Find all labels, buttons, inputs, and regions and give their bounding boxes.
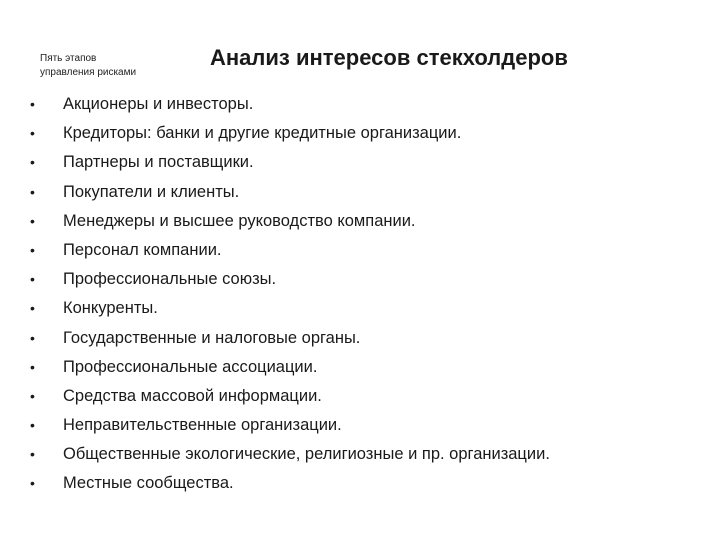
list-item-text: Профессиональные ассоциации. bbox=[63, 357, 318, 376]
list-item bbox=[30, 382, 700, 411]
bullet-icon: • bbox=[30, 329, 35, 346]
bullet-icon: • bbox=[30, 300, 35, 317]
bullet-icon: • bbox=[30, 475, 35, 492]
bullet-icon: • bbox=[30, 125, 35, 142]
list-item bbox=[30, 469, 700, 498]
list-item-text: Акционеры и инвесторы. bbox=[63, 95, 254, 113]
list-item-text: Государственные и налоговые органы. bbox=[63, 328, 361, 347]
bullet-icon: • bbox=[30, 96, 35, 112]
list-item-text: Местные сообщества. bbox=[63, 474, 234, 493]
list-item bbox=[30, 294, 700, 323]
list-item-text: Общественные экологические, религиозные и пр. организации. bbox=[63, 445, 550, 464]
list-item-text: Менеджеры и высшее руководство компании. bbox=[63, 211, 416, 230]
list-item-text: Конкуренты. bbox=[63, 299, 158, 318]
list-item bbox=[30, 324, 700, 353]
bullet-icon: • bbox=[30, 212, 35, 229]
bullet-icon: • bbox=[30, 417, 35, 434]
list-item bbox=[30, 178, 700, 207]
section-note-line: Пять этапов bbox=[40, 53, 97, 64]
list-item-text: Средства массовой информации. bbox=[63, 386, 322, 405]
list-item-text: Покупатели и клиенты. bbox=[63, 182, 240, 201]
stakeholder-list bbox=[30, 90, 700, 499]
bullet-icon: • bbox=[30, 271, 35, 288]
list-item bbox=[30, 207, 700, 236]
list-item-text: Кредиторы: банки и другие кредитные организации. bbox=[63, 124, 462, 143]
list-item bbox=[30, 148, 700, 177]
list-item-text: Персонал компании. bbox=[63, 240, 222, 259]
slide-title: Анализ интересов стекхолдеров bbox=[210, 45, 568, 70]
list-item bbox=[30, 90, 700, 119]
list-item-text: Профессиональные союзы. bbox=[63, 270, 277, 289]
bullet-icon: • bbox=[30, 358, 35, 375]
bullet-icon: • bbox=[30, 241, 35, 258]
bullet-icon: • bbox=[30, 446, 35, 463]
section-note bbox=[40, 52, 170, 80]
list-item bbox=[30, 265, 700, 294]
list-item-text: Неправительственные организации. bbox=[63, 416, 342, 435]
list-item bbox=[30, 411, 700, 440]
list-item bbox=[30, 119, 700, 148]
section-note-line: управления рисками bbox=[40, 67, 137, 78]
bullet-icon: • bbox=[30, 183, 35, 200]
list-item bbox=[30, 236, 700, 265]
list-item bbox=[30, 440, 700, 469]
bullet-icon: • bbox=[30, 387, 35, 404]
list-item-text: Партнеры и поставщики. bbox=[63, 153, 254, 172]
list-item bbox=[30, 353, 700, 382]
bullet-icon: • bbox=[30, 154, 35, 171]
